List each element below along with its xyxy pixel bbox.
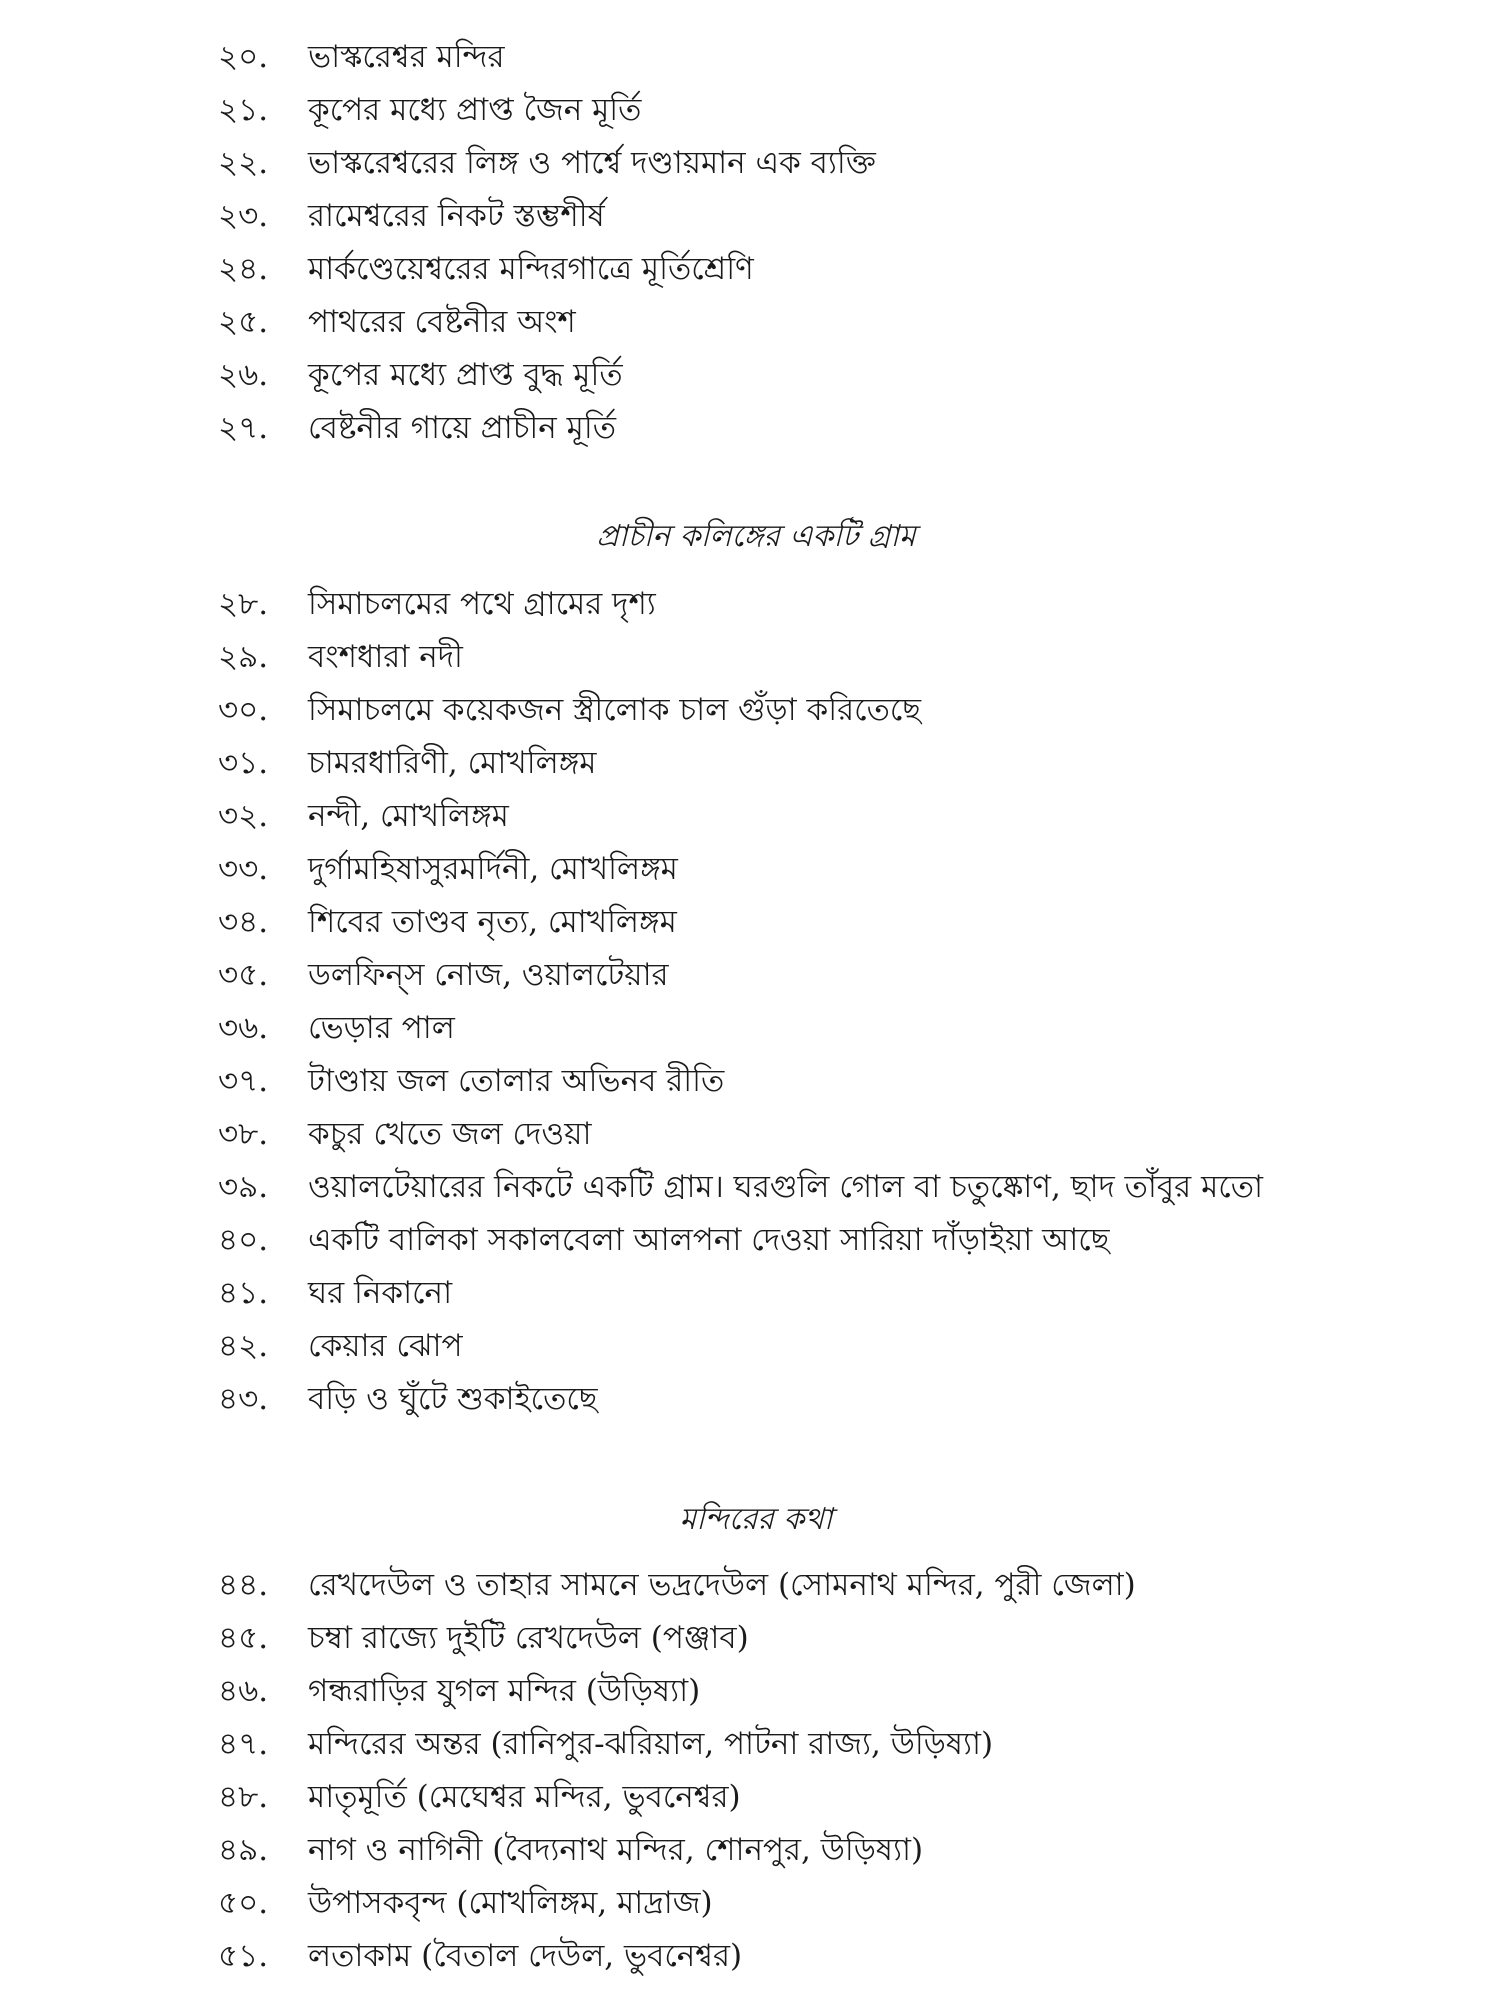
list-item (218, 1161, 1418, 1214)
item-text: ওয়ালটেয়ারের নিকটে একটি গ্রাম। ঘরগুলি গোল বা চতুষ্কোণ, ছাদ তাঁবুর মতো (308, 1169, 1263, 1205)
item-text: টাণ্ডায় জল তোলার অভিনব রীতি (308, 1063, 725, 1099)
item-text: একটি বালিকা সকালবেলা আলপনা দেওয়া সারিয়া দাঁড়াইয়া আছে (308, 1222, 1110, 1258)
list-item (218, 631, 1418, 684)
item-number: ৫০. (218, 1885, 269, 1921)
item-text: কচুর খেতে জল দেওয়া (308, 1116, 592, 1152)
list-item (218, 1665, 1418, 1718)
item-text: লতাকাম (বৈতাল দেউল, ভুবনেশ্বর) (308, 1938, 743, 1974)
item-text: গন্ধরাড়ির যুগল মন্দির (উড়িষ্যা) (308, 1673, 701, 1709)
item-number: ২৮. (218, 586, 269, 622)
item-number: ৫১. (218, 1938, 269, 1974)
list-item (218, 1373, 1418, 1426)
list-item (218, 84, 1418, 137)
item-text: নাগ ও নাগিনী (বৈদ্যনাথ মন্দির, শোনপুর, উড়িষ্যা) (308, 1832, 924, 1868)
list-item (218, 349, 1418, 402)
list-item (218, 843, 1418, 896)
item-text: বড়ি ও ঘুঁটে শুকাইতেছে (308, 1381, 598, 1417)
item-text: মন্দিরের অন্তর (রানিপুর-ঝরিয়াল, পাটনা রাজ্য, উড়িষ্যা) (308, 1726, 994, 1762)
list-item (218, 578, 1418, 631)
list-item (218, 1055, 1418, 1108)
list-item (218, 1214, 1418, 1267)
item-number: ৪২. (218, 1328, 269, 1364)
item-text: রামেশ্বরের নিকট স্তম্ভশীর্ষ (308, 198, 605, 234)
list-item (218, 1267, 1418, 1320)
item-number: ৩২. (218, 798, 269, 834)
item-number: ২৭. (218, 410, 269, 446)
list-item (218, 1771, 1418, 1824)
list-item (218, 684, 1418, 737)
item-number: ৪৯. (218, 1832, 269, 1868)
item-text: কেয়ার ঝোপ (308, 1328, 463, 1364)
list-item (218, 1320, 1418, 1373)
list-item (218, 402, 1418, 455)
item-text: মার্কণ্ডেয়েশ্বরের মন্দিরগাত্রে মূর্তিশ্রেণি (308, 251, 754, 287)
item-number: ৩৯. (218, 1169, 269, 1205)
item-number: ৩০. (218, 692, 269, 728)
list-item (218, 137, 1418, 190)
list-item (218, 1559, 1418, 1612)
item-number: ৩৮. (218, 1116, 269, 1152)
item-number: ২৫. (218, 304, 269, 340)
item-number: ৪৫. (218, 1620, 269, 1656)
list-item (218, 1877, 1418, 1930)
list-item (218, 296, 1418, 349)
item-text: ভেড়ার পাল (308, 1010, 455, 1046)
illustration-list-section-2 (218, 578, 1418, 1426)
item-text: রেখদেউল ও তাহার সামনে ভদ্রদেউল (সোমনাথ মন্দির, পুরী জেলা) (308, 1567, 1136, 1603)
item-number: ৪৪. (218, 1567, 269, 1603)
item-text: নন্দী, মোখলিঙ্গম (308, 798, 509, 834)
list-item (218, 1002, 1418, 1055)
list-item (218, 1930, 1418, 1983)
list-item (218, 31, 1418, 84)
item-text: মাতৃমূর্তি (মেঘেশ্বর মন্দির, ভুবনেশ্বর) (308, 1779, 741, 1815)
list-item (218, 737, 1418, 790)
section-heading-temple-story: মন্দিরের কথা (679, 1502, 833, 1537)
item-number: ২১. (218, 92, 269, 128)
item-number: ৪৬. (218, 1673, 269, 1709)
item-number: ৪৮. (218, 1779, 269, 1815)
item-number: ৪৩. (218, 1381, 269, 1417)
item-text: বংশধারা নদী (308, 639, 463, 675)
item-number: ৪০. (218, 1222, 269, 1258)
item-number: ৪৭. (218, 1726, 269, 1762)
item-number: ৩৭. (218, 1063, 269, 1099)
item-number: ৩৪. (218, 904, 269, 940)
item-text: উপাসকবৃন্দ (মোখলিঙ্গম, মাদ্রাজ) (308, 1885, 713, 1921)
item-text: কূপের মধ্যে প্রাপ্ত বুদ্ধ মূর্তি (308, 357, 623, 393)
item-text: ভাস্করেশ্বর মন্দির (308, 39, 505, 75)
item-text: চামরধারিণী, মোখলিঙ্গম (308, 745, 597, 781)
illustration-list-section-1 (218, 31, 1418, 455)
item-text: সিমাচলমে কয়েকজন স্ত্রীলোক চাল গুঁড়া করিতেছে (308, 692, 922, 728)
item-number: ৪১. (218, 1275, 269, 1311)
list-item (218, 1824, 1418, 1877)
item-number: ২৪. (218, 251, 269, 287)
item-number: ২৩. (218, 198, 269, 234)
illustration-list-section-3 (218, 1559, 1418, 1983)
item-text: পাথরের বেষ্টনীর অংশ (308, 304, 576, 340)
list-item (218, 1108, 1418, 1161)
item-text: ভাস্করেশ্বরের লিঙ্গ ও পার্শ্বে দণ্ডায়মান এক ব্যক্তি (308, 145, 876, 181)
item-text: সিমাচলমের পথে গ্রামের দৃশ্য (308, 586, 656, 622)
item-number: ২২. (218, 145, 269, 181)
list-item (218, 790, 1418, 843)
item-number: ৩৫. (218, 957, 269, 993)
section-heading-ancient-kalinga-village: প্রাচীন কলিঙ্গের একটি গ্রাম (596, 519, 916, 554)
list-item (218, 1718, 1418, 1771)
list-item (218, 896, 1418, 949)
item-number: ২৯. (218, 639, 269, 675)
item-number: ২০. (218, 39, 269, 75)
item-text: ঘর নিকানো (308, 1275, 453, 1311)
item-number: ৩৩. (218, 851, 269, 887)
item-text: কূপের মধ্যে প্রাপ্ত জৈন মূর্তি (308, 92, 642, 128)
item-text: ডলফিন্‌স নোজ, ওয়ালটেয়ার (308, 957, 669, 993)
item-text: চম্বা রাজ্যে দুইটি রেখদেউল (পঞ্জাব) (308, 1620, 749, 1656)
item-number: ৩১. (218, 745, 269, 781)
item-number: ২৬. (218, 357, 269, 393)
item-text: বেষ্টনীর গায়ে প্রাচীন মূর্তি (308, 410, 616, 446)
item-number: ৩৬. (218, 1010, 269, 1046)
list-item (218, 949, 1418, 1002)
list-item (218, 190, 1418, 243)
item-text: দুর্গামহিষাসুরমর্দিনী, মোখলিঙ্গম (308, 851, 678, 887)
list-item (218, 243, 1418, 296)
item-text: শিবের তাণ্ডব নৃত্য, মোখলিঙ্গম (308, 904, 677, 940)
list-item (218, 1612, 1418, 1665)
